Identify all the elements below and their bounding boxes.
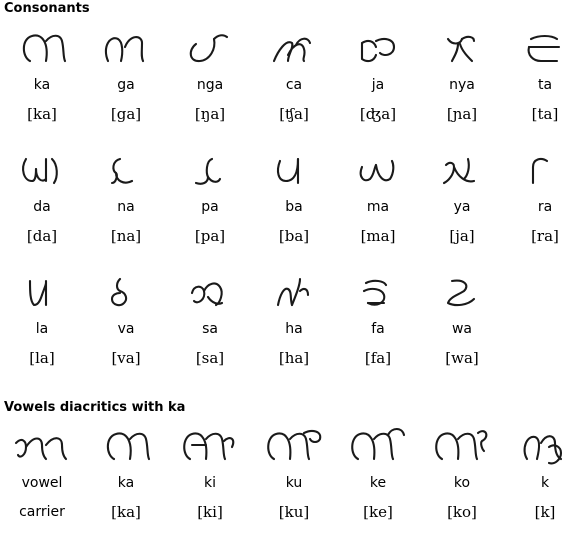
letter-pronunciation: [ki] bbox=[197, 503, 223, 521]
ma-glyph bbox=[338, 150, 418, 192]
fa-glyph bbox=[338, 272, 418, 314]
letter-cell bbox=[86, 150, 166, 246]
letter-pronunciation: [ɲa] bbox=[446, 105, 478, 123]
letter-pronunciation: [fa] bbox=[364, 349, 392, 367]
letter-name: na bbox=[117, 199, 135, 215]
letter-name: ba bbox=[285, 199, 303, 215]
letter-cell bbox=[422, 28, 502, 124]
letter-name: ga bbox=[117, 77, 135, 93]
letter-name: pa bbox=[201, 199, 219, 215]
letter-name: va bbox=[117, 321, 135, 337]
ja-glyph bbox=[338, 28, 418, 70]
letter-name: ra bbox=[537, 199, 553, 215]
letter-pronunciation: [ko] bbox=[447, 503, 477, 521]
letter-pronunciation: [ku] bbox=[278, 503, 310, 521]
letter-pronunciation: [ke] bbox=[363, 503, 393, 521]
letter-cell bbox=[2, 426, 82, 522]
ba-glyph bbox=[254, 150, 334, 192]
letter-cell bbox=[254, 150, 334, 246]
letter-name: k bbox=[540, 475, 550, 491]
consonants-heading: Consonants bbox=[4, 1, 90, 16]
letter-cell bbox=[505, 28, 585, 124]
letter-cell bbox=[422, 426, 502, 522]
letter-name: wa bbox=[451, 321, 473, 337]
letter-pronunciation: [wa] bbox=[445, 349, 479, 367]
letter-pronunciation: [sa] bbox=[195, 349, 225, 367]
letter-cell bbox=[338, 150, 418, 246]
letter-cell bbox=[338, 272, 418, 368]
vowel-carrier-glyph bbox=[2, 426, 82, 468]
letter-cell bbox=[2, 150, 82, 246]
letter-pronunciation: carrier bbox=[19, 504, 65, 520]
wa-glyph bbox=[422, 272, 502, 314]
letter-cell bbox=[505, 426, 585, 522]
ya-glyph bbox=[422, 150, 502, 192]
letter-name: nya bbox=[449, 77, 475, 93]
letter-pronunciation: [na] bbox=[110, 227, 142, 245]
letter-name: ja bbox=[371, 77, 385, 93]
letter-cell bbox=[170, 272, 250, 368]
letter-cell bbox=[505, 150, 585, 246]
letter-pronunciation: [ha] bbox=[278, 349, 310, 367]
da-glyph bbox=[2, 150, 82, 192]
letter-cell bbox=[170, 426, 250, 522]
nga-glyph bbox=[170, 28, 250, 70]
letter-cell bbox=[338, 28, 418, 124]
letter-name: ke bbox=[369, 475, 387, 491]
letter-cell bbox=[86, 28, 166, 124]
letter-pronunciation: [ga] bbox=[110, 105, 142, 123]
letter-pronunciation: [ta] bbox=[531, 105, 559, 123]
letter-pronunciation: [ka] bbox=[27, 105, 57, 123]
letter-name: ka bbox=[33, 77, 51, 93]
ra-glyph bbox=[505, 150, 585, 192]
ka-glyph bbox=[86, 426, 166, 468]
k-glyph bbox=[505, 426, 585, 468]
letter-cell bbox=[422, 272, 502, 368]
letter-pronunciation: [ra] bbox=[531, 227, 559, 245]
letter-name: ca bbox=[285, 77, 303, 93]
letter-cell bbox=[254, 272, 334, 368]
letter-cell bbox=[86, 272, 166, 368]
letter-pronunciation: [ma] bbox=[360, 227, 396, 245]
letter-pronunciation: [la] bbox=[29, 349, 55, 367]
letter-cell bbox=[422, 150, 502, 246]
letter-cell bbox=[2, 272, 82, 368]
letter-name: vowel bbox=[21, 475, 63, 491]
ki-glyph bbox=[170, 426, 250, 468]
letter-name: ku bbox=[285, 475, 303, 491]
letter-name: la bbox=[35, 321, 49, 337]
letter-name: ha bbox=[285, 321, 303, 337]
letter-pronunciation: [k] bbox=[534, 503, 556, 521]
letter-name: da bbox=[33, 199, 51, 215]
letter-pronunciation: [ʧa] bbox=[279, 105, 309, 123]
letter-cell bbox=[254, 28, 334, 124]
letter-pronunciation: [ŋa] bbox=[194, 105, 226, 123]
letter-cell bbox=[170, 28, 250, 124]
letter-name: ya bbox=[453, 199, 471, 215]
letter-name: ma bbox=[366, 199, 390, 215]
letter-name: ta bbox=[537, 77, 553, 93]
nya-glyph bbox=[422, 28, 502, 70]
letter-pronunciation: [pa] bbox=[194, 227, 226, 245]
letter-pronunciation: [ʤa] bbox=[359, 105, 397, 123]
letter-name: sa bbox=[202, 321, 218, 337]
la-glyph bbox=[2, 272, 82, 314]
ka-glyph bbox=[2, 28, 82, 70]
letter-cell bbox=[254, 426, 334, 522]
ku-glyph bbox=[254, 426, 334, 468]
na-glyph bbox=[86, 150, 166, 192]
letter-pronunciation: [va] bbox=[111, 349, 141, 367]
ko-glyph bbox=[422, 426, 502, 468]
letter-cell bbox=[86, 426, 166, 522]
letter-cell bbox=[170, 150, 250, 246]
letter-pronunciation: [da] bbox=[26, 227, 58, 245]
vowels-heading: Vowels diacritics with ka bbox=[4, 400, 186, 415]
sa-glyph bbox=[170, 272, 250, 314]
letter-pronunciation: [ka] bbox=[111, 503, 141, 521]
letter-name: nga bbox=[196, 77, 224, 93]
ke-glyph bbox=[338, 426, 418, 468]
letter-name: ko bbox=[453, 475, 471, 491]
va-glyph bbox=[86, 272, 166, 314]
ga-glyph bbox=[86, 28, 166, 70]
letter-name: fa bbox=[371, 321, 385, 337]
ca-glyph bbox=[254, 28, 334, 70]
ha-glyph bbox=[254, 272, 334, 314]
ta-glyph bbox=[505, 28, 585, 70]
letter-pronunciation: [ja] bbox=[449, 227, 475, 245]
letter-cell bbox=[338, 426, 418, 522]
letter-name: ka bbox=[117, 475, 135, 491]
letter-cell bbox=[2, 28, 82, 124]
letter-name: ki bbox=[204, 475, 216, 491]
pa-glyph bbox=[170, 150, 250, 192]
letter-pronunciation: [ba] bbox=[278, 227, 310, 245]
